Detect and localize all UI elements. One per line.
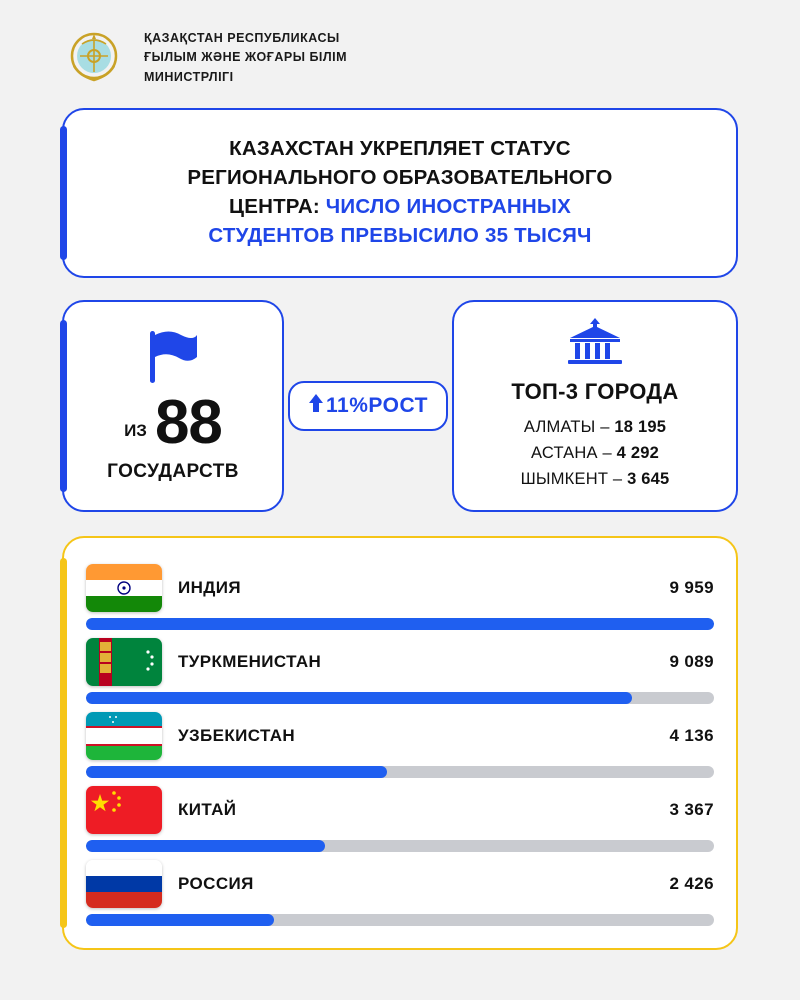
title-line-3-accent: ЧИСЛО ИНОСТРАННЫХ: [325, 195, 571, 219]
chart-row: [86, 630, 714, 704]
flag-icon: [141, 327, 205, 390]
country-name: КИТАЙ: [178, 800, 237, 820]
bar-fill: [86, 840, 325, 852]
chart-row-head: [86, 562, 714, 618]
city-name: АЛМАТЫ: [523, 418, 596, 437]
bar-track: [86, 692, 714, 704]
cities-card: [452, 300, 738, 512]
city-row: АЛМАТЫ – 18 195: [523, 418, 667, 437]
ministry-line-2: ҒЫЛЫМ ЖӘНЕ ЖОҒАРЫ БІЛІМ: [144, 50, 348, 65]
russia-flag-icon: [86, 860, 162, 908]
bar-track: [86, 914, 714, 926]
title-line-1: КАЗАХСТАН УКРЕПЛЯЕТ СТАТУС: [229, 137, 571, 160]
country-name: УЗБЕКИСТАН: [178, 726, 296, 746]
arrow-up-icon: [308, 393, 324, 419]
country-value: 3 367: [669, 800, 714, 820]
title-card: [62, 108, 738, 278]
city-name: АСТАНА: [531, 444, 598, 462]
states-number: 88: [154, 388, 222, 458]
ministry-line-1: ҚАЗАҚСТАН РЕСПУБЛИКАСЫ: [144, 30, 340, 45]
bar-fill: [86, 766, 387, 778]
country-name: ТУРКМЕНИСТАН: [178, 652, 322, 672]
bank-building-icon: [564, 316, 626, 373]
chart-row: [86, 704, 714, 778]
bar-fill: [86, 914, 274, 926]
country-name: РОССИЯ: [178, 874, 254, 894]
turkmenistan-flag-icon: [86, 638, 162, 686]
city-value: 18 195: [614, 418, 667, 437]
cities-title: ТОП-3 ГОРОДА: [511, 379, 679, 405]
bar-track: [86, 618, 714, 630]
chart-row-head: [86, 858, 714, 914]
bar-track: [86, 766, 714, 778]
city-name: ШЫМКЕНТ: [520, 469, 609, 488]
title-line-2: РЕГИОНАЛЬНОГО ОБРАЗОВАТЕЛЬНОГО: [187, 166, 613, 190]
ministry-name: [144, 29, 347, 87]
title-line-3-plain: ЦЕНТРА:: [229, 195, 326, 219]
chart-row: [86, 852, 714, 926]
stats-row: [0, 278, 800, 512]
countries-chart: [62, 536, 738, 950]
chart-row: [86, 556, 714, 630]
ministry-line-3: МИНИСТРЛІГІ: [144, 69, 234, 84]
title-line-3: [98, 192, 702, 221]
uzbekistan-flag-icon: [86, 712, 162, 760]
city-value: 4 292: [616, 444, 659, 462]
states-number-row: [124, 388, 222, 458]
bar-fill: [86, 692, 632, 704]
country-value: 9 959: [669, 578, 714, 598]
title-line-4: СТУДЕНТОВ ПРЕВЫСИЛО 35 ТЫСЯЧ: [208, 224, 592, 248]
china-flag-icon: [86, 786, 162, 834]
country-name: ИНДИЯ: [178, 578, 242, 598]
states-label: ГОСУДАРСТВ: [107, 461, 239, 483]
chart-row-head: [86, 636, 714, 692]
chart-row: [86, 778, 714, 852]
city-row: АСТАНА – 4 292: [531, 444, 659, 462]
growth-text: 11%РОСТ: [326, 394, 428, 418]
growth-badge-wrap: [284, 300, 452, 512]
header: [0, 0, 800, 100]
country-value: 2 426: [669, 874, 714, 894]
city-row: ШЫМКЕНТ – 3 645: [520, 469, 670, 488]
title-section: [0, 100, 800, 278]
states-prefix: ИЗ: [124, 421, 147, 441]
city-value: 3 645: [627, 469, 670, 488]
kazakhstan-emblem-icon: [62, 26, 126, 90]
chart-row-head: [86, 784, 714, 840]
india-flag-icon: [86, 564, 162, 612]
states-card: [62, 300, 284, 512]
bar-track: [86, 840, 714, 852]
country-value: 4 136: [669, 726, 714, 746]
bar-fill: [86, 618, 714, 630]
growth-badge: [288, 381, 448, 431]
chart-row-head: [86, 710, 714, 766]
country-value: 9 089: [669, 652, 714, 672]
